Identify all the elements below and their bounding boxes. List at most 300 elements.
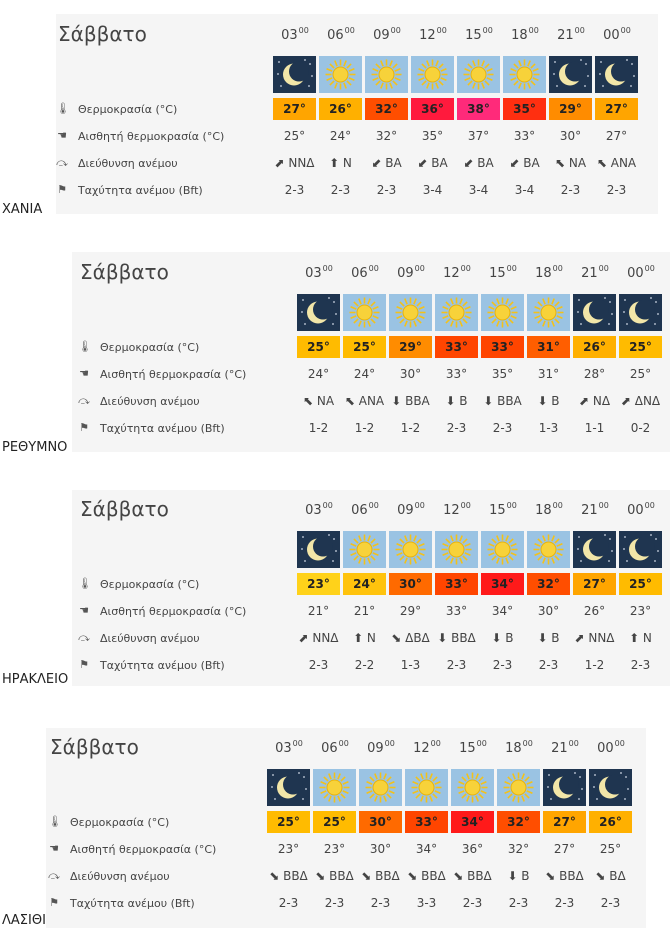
wind-direction-cell: ⬆ Ν (329, 156, 352, 170)
hour-label (450, 741, 496, 756)
hour-label (296, 266, 342, 281)
moon-icon (297, 294, 340, 331)
wind-speed-cell: 2-3 (492, 421, 513, 435)
wind-speed-cell: 2-3 (324, 896, 345, 910)
hour-label (548, 28, 594, 43)
hour-minutes: 00 (390, 26, 401, 35)
hour-value: 09 (397, 266, 414, 281)
hour-minutes: 00 (476, 739, 487, 748)
hour-label (480, 503, 526, 518)
feels-like-row (273, 125, 641, 147)
wind-direction-cell: ⬈ ΝΝΔ (298, 631, 339, 645)
hour-label (456, 28, 502, 43)
hour-minutes: 00 (338, 739, 349, 748)
temperature-cell: 34° (451, 811, 494, 833)
wind-speed-cell: 2-3 (462, 896, 483, 910)
hours-row (266, 741, 634, 756)
hour-value: 15 (489, 266, 506, 281)
wind-direction-cell: ⬇ Β (445, 394, 468, 408)
hand-icon: ☚ (79, 604, 89, 617)
temperature-row (297, 336, 665, 358)
temperature-row (267, 811, 635, 833)
hours-row (296, 266, 664, 281)
wind-direction-cell: ⬊ ΒΒΔ (315, 869, 354, 883)
temperature-cell: 27° (595, 98, 638, 120)
hour-value: 09 (397, 503, 414, 518)
feels-like-cell: 36° (461, 842, 484, 856)
hour-label (358, 741, 404, 756)
hour-minutes: 00 (436, 26, 447, 35)
region-label: ΛΑΣΙΘΙ (2, 913, 46, 928)
wind-speed-cell: 2-3 (630, 658, 651, 672)
flag-icon: ⚑ (79, 658, 89, 671)
hour-label (526, 503, 572, 518)
hour-minutes: 00 (614, 739, 625, 748)
temperature-cell: 29° (549, 98, 592, 120)
wind-speed-cell: 0-2 (630, 421, 651, 435)
feels-like-cell: 27° (553, 842, 576, 856)
temperature-cell: 24° (343, 573, 386, 595)
wind-speed-cell: 1-2 (584, 658, 605, 672)
temperature-cell: 25° (267, 811, 310, 833)
hour-minutes: 00 (552, 501, 563, 510)
wind-direction-cell: ⬇ ΒΒΔ (437, 631, 476, 645)
feels-like-cell: 23° (323, 842, 346, 856)
hour-value: 00 (627, 266, 644, 281)
wind-speed-cell: 1-2 (308, 421, 329, 435)
day-title: Σάββατο (80, 260, 169, 284)
hour-value: 18 (535, 503, 552, 518)
temperature-row (297, 573, 665, 595)
temperature-cell: 25° (619, 336, 662, 358)
temperature-cell: 26° (589, 811, 632, 833)
hour-value: 21 (557, 28, 574, 43)
wind-direction-cell: ⬇ Β (507, 869, 530, 883)
feels-like-row (297, 363, 665, 385)
sun-icon (527, 531, 570, 568)
wind-speed-cell: 1-3 (400, 658, 421, 672)
hour-minutes: 00 (298, 26, 309, 35)
feels-like-cell: 25° (599, 842, 622, 856)
temperature-row (273, 98, 641, 120)
wind-direction-row-label: Διεύθυνση ανέμου (100, 395, 200, 408)
moon-icon (273, 56, 316, 93)
feels-like-cell: 31° (537, 367, 560, 381)
feels-like-cell: 29° (399, 604, 422, 618)
temperature-row-label: Θερμοκρασία (°C) (100, 341, 200, 354)
sun-icon (389, 531, 432, 568)
sun-icon (343, 531, 386, 568)
wind-speed-cell: 2-3 (284, 183, 305, 197)
temperature-cell: 26° (573, 336, 616, 358)
hour-value: 03 (305, 266, 322, 281)
hour-minutes: 00 (322, 501, 333, 510)
temperature-cell: 25° (343, 336, 386, 358)
feels-like-cell: 35° (491, 367, 514, 381)
feels-like-cell: 33° (445, 604, 468, 618)
hour-value: 18 (511, 28, 528, 43)
moon-icon (543, 769, 586, 806)
feels-like-cell: 25° (283, 129, 306, 143)
wind-direction-cell: ⬋ ΒΑ (463, 156, 494, 170)
hour-label (342, 266, 388, 281)
hour-value: 15 (465, 28, 482, 43)
temperature-cell: 34° (481, 573, 524, 595)
hour-minutes: 00 (644, 264, 655, 273)
wind-speed-cell: 2-3 (606, 183, 627, 197)
hour-value: 21 (551, 741, 568, 756)
hour-label (588, 741, 634, 756)
hour-label (618, 503, 664, 518)
wind-direction-cell: ⬊ ΒΒΔ (545, 869, 584, 883)
wind-direction-icon: ⤼ (56, 156, 68, 169)
hour-label (410, 28, 456, 43)
hour-minutes: 00 (322, 264, 333, 273)
sun-icon (343, 294, 386, 331)
wind-speed-row-label: Ταχύτητα ανέμου (Bft) (100, 659, 225, 672)
wind-direction-cell: ⬋ ΒΑ (509, 156, 540, 170)
wind-speed-cell: 2-3 (330, 183, 351, 197)
feels-like-cell: 21° (307, 604, 330, 618)
hour-value: 00 (627, 503, 644, 518)
thermometer-icon: 🌡 (56, 102, 70, 115)
temperature-cell: 30° (389, 573, 432, 595)
hour-minutes: 00 (482, 26, 493, 35)
temperature-row-label: Θερμοκρασία (°C) (78, 103, 178, 116)
wind-direction-cell: ⬉ ΝΑ (554, 156, 587, 170)
hour-label (526, 266, 572, 281)
wind-speed-cell: 3-4 (422, 183, 443, 197)
hour-minutes: 00 (460, 501, 471, 510)
wind-direction-cell: ⬈ ΝΔ (578, 394, 611, 408)
wind-speed-cell: 2-3 (600, 896, 621, 910)
feels-like-row-label: Αισθητή θερμοκρασία (°C) (70, 843, 217, 856)
wind-direction-cell: ⬈ ΔΝΔ (620, 394, 661, 408)
feels-like-cell: 33° (513, 129, 536, 143)
hour-minutes: 00 (506, 501, 517, 510)
wind-speed-cell: 2-3 (308, 658, 329, 672)
hour-label (296, 503, 342, 518)
thermometer-icon: 🌡 (78, 577, 92, 590)
hour-minutes: 00 (506, 264, 517, 273)
temperature-cell: 32° (527, 573, 570, 595)
hour-value: 03 (275, 741, 292, 756)
wind-speed-cell: 3-4 (514, 183, 535, 197)
hour-minutes: 00 (292, 739, 303, 748)
feels-like-row-label: Αισθητή θερμοκρασία (°C) (100, 605, 247, 618)
moon-icon (619, 294, 662, 331)
hour-label (480, 266, 526, 281)
temperature-cell: 38° (457, 98, 500, 120)
feels-like-cell: 27° (605, 129, 628, 143)
wind-speed-cell: 2-2 (354, 658, 375, 672)
hour-label (594, 28, 640, 43)
wind-direction-row-label: Διεύθυνση ανέμου (100, 632, 200, 645)
feels-like-cell: 37° (467, 129, 490, 143)
temperature-cell: 30° (359, 811, 402, 833)
wind-direction-cell: ⬉ ΑΝΑ (344, 394, 385, 408)
hour-label (388, 503, 434, 518)
wind-direction-cell: ⬊ ΒΒΔ (453, 869, 492, 883)
wind-direction-cell: ⬉ ΝΑ (302, 394, 335, 408)
hour-value: 06 (351, 503, 368, 518)
wind-speed-cell: 2-3 (492, 658, 513, 672)
sky-icons-row (297, 531, 665, 568)
wind-speed-row (267, 892, 635, 914)
hour-label (388, 266, 434, 281)
temperature-cell: 25° (313, 811, 356, 833)
feels-like-cell: 24° (329, 129, 352, 143)
hour-value: 12 (413, 741, 430, 756)
hour-value: 00 (603, 28, 620, 43)
wind-direction-cell: ⬈ ΝΝΔ (274, 156, 315, 170)
feels-like-cell: 23° (277, 842, 300, 856)
feels-like-cell: 26° (583, 604, 606, 618)
wind-speed-cell: 2-3 (376, 183, 397, 197)
feels-like-cell: 28° (583, 367, 606, 381)
thermometer-icon: 🌡 (78, 340, 92, 353)
temperature-cell: 33° (435, 573, 478, 595)
hour-minutes: 00 (552, 264, 563, 273)
feels-like-cell: 24° (307, 367, 330, 381)
moon-icon (589, 769, 632, 806)
region-label: ΗΡΑΚΛΕΙΟ (2, 672, 69, 687)
wind-speed-row (273, 179, 641, 201)
hour-label (272, 28, 318, 43)
wind-direction-cell: ⬇ ΒΒΑ (391, 394, 430, 408)
sun-icon (313, 769, 356, 806)
hour-minutes: 00 (644, 501, 655, 510)
feels-like-cell: 34° (415, 842, 438, 856)
hour-minutes: 00 (574, 26, 585, 35)
sun-icon (365, 56, 408, 93)
hour-minutes: 00 (598, 501, 609, 510)
temperature-cell: 31° (527, 336, 570, 358)
hour-value: 21 (581, 266, 598, 281)
sun-icon (527, 294, 570, 331)
feels-like-cell: 35° (421, 129, 444, 143)
wind-direction-cell: ⬇ ΒΒΑ (483, 394, 522, 408)
hour-minutes: 00 (598, 264, 609, 273)
wind-speed-cell: 2-3 (278, 896, 299, 910)
moon-icon (297, 531, 340, 568)
sky-icons-row (273, 56, 641, 93)
feels-like-row-label: Αισθητή θερμοκρασία (°C) (100, 368, 247, 381)
flag-icon: ⚑ (79, 421, 89, 434)
wind-direction-row-label: Διεύθυνση ανέμου (70, 870, 170, 883)
feels-like-cell: 25° (629, 367, 652, 381)
wind-direction-row-label: Διεύθυνση ανέμου (78, 157, 178, 170)
hour-value: 18 (535, 266, 552, 281)
thermometer-icon: 🌡 (48, 815, 62, 828)
hour-value: 03 (305, 503, 322, 518)
feels-like-cell: 30° (399, 367, 422, 381)
sun-icon (451, 769, 494, 806)
sun-icon (497, 769, 540, 806)
moon-icon (549, 56, 592, 93)
wind-speed-row-label: Ταχύτητα ανέμου (Bft) (100, 422, 225, 435)
hour-label (404, 741, 450, 756)
wind-speed-cell: 2-3 (508, 896, 529, 910)
wind-direction-cell: ⬇ Β (537, 394, 560, 408)
hour-label (542, 741, 588, 756)
moon-icon (619, 531, 662, 568)
feels-like-cell: 30° (559, 129, 582, 143)
wind-speed-cell: 2-3 (370, 896, 391, 910)
sun-icon (481, 294, 524, 331)
hours-row (272, 28, 640, 43)
feels-like-cell: 21° (353, 604, 376, 618)
sun-icon (435, 294, 478, 331)
feels-like-cell: 30° (537, 604, 560, 618)
hours-row (296, 503, 664, 518)
wind-speed-row (297, 654, 665, 676)
wind-speed-row (297, 417, 665, 439)
moon-icon (595, 56, 638, 93)
sun-icon (435, 531, 478, 568)
wind-direction-row (297, 390, 665, 412)
temperature-cell: 33° (435, 336, 478, 358)
hour-minutes: 00 (414, 264, 425, 273)
hour-value: 09 (373, 28, 390, 43)
hour-minutes: 00 (528, 26, 539, 35)
hand-icon: ☚ (49, 842, 59, 855)
temperature-row-label: Θερμοκρασία (°C) (100, 578, 200, 591)
hour-minutes: 00 (384, 739, 395, 748)
wind-direction-cell: ⬊ ΒΒΔ (407, 869, 446, 883)
hour-value: 00 (597, 741, 614, 756)
hour-label (572, 266, 618, 281)
hour-minutes: 00 (368, 501, 379, 510)
hour-label (618, 266, 664, 281)
hour-value: 03 (281, 28, 298, 43)
wind-direction-cell: ⬊ ΒΒΔ (361, 869, 400, 883)
hour-label (364, 28, 410, 43)
temperature-cell: 33° (405, 811, 448, 833)
wind-speed-cell: 2-3 (554, 896, 575, 910)
wind-direction-icon: ⤼ (78, 631, 90, 644)
wind-speed-cell: 2-3 (538, 658, 559, 672)
hour-value: 06 (351, 266, 368, 281)
moon-icon (573, 294, 616, 331)
temperature-cell: 27° (273, 98, 316, 120)
hour-label (572, 503, 618, 518)
hand-icon: ☚ (57, 129, 67, 142)
temperature-cell: 35° (503, 98, 546, 120)
wind-direction-cell: ⬊ ΒΒΔ (269, 869, 308, 883)
sky-icons-row (267, 769, 635, 806)
hour-value: 06 (321, 741, 338, 756)
hour-label (434, 503, 480, 518)
hour-label (266, 741, 312, 756)
wind-direction-cell: ⬉ ΑΝΑ (596, 156, 637, 170)
sun-icon (503, 56, 546, 93)
wind-speed-row-label: Ταχύτητα ανέμου (Bft) (78, 184, 203, 197)
hour-value: 06 (327, 28, 344, 43)
wind-direction-cell: ⬋ ΒΑ (371, 156, 402, 170)
temperature-cell: 27° (573, 573, 616, 595)
sun-icon (405, 769, 448, 806)
temperature-cell: 36° (411, 98, 454, 120)
hour-value: 12 (443, 503, 460, 518)
moon-icon (267, 769, 310, 806)
flag-icon: ⚑ (49, 896, 59, 909)
hour-label (502, 28, 548, 43)
region-label: ΧΑΝΙΑ (2, 202, 43, 217)
hour-minutes: 00 (620, 26, 631, 35)
hour-label (312, 741, 358, 756)
hour-value: 21 (581, 503, 598, 518)
flag-icon: ⚑ (57, 183, 67, 196)
wind-direction-row (273, 152, 641, 174)
sun-icon (359, 769, 402, 806)
wind-direction-icon: ⤼ (48, 869, 60, 882)
temperature-cell: 32° (365, 98, 408, 120)
hour-label (342, 503, 388, 518)
hour-value: 15 (489, 503, 506, 518)
wind-direction-cell: ⬆ Ν (629, 631, 652, 645)
wind-speed-cell: 2-3 (446, 658, 467, 672)
feels-like-cell: 34° (491, 604, 514, 618)
wind-direction-cell: ⬈ ΝΝΔ (574, 631, 615, 645)
hour-label (496, 741, 542, 756)
sun-icon (457, 56, 500, 93)
moon-icon (573, 531, 616, 568)
hour-minutes: 00 (344, 26, 355, 35)
feels-like-cell: 32° (375, 129, 398, 143)
wind-speed-cell: 2-3 (446, 421, 467, 435)
sun-icon (389, 294, 432, 331)
temperature-cell: 32° (497, 811, 540, 833)
feels-like-cell: 30° (369, 842, 392, 856)
sky-icons-row (297, 294, 665, 331)
wind-direction-cell: ⬆ Ν (353, 631, 376, 645)
hour-value: 15 (459, 741, 476, 756)
temperature-cell: 26° (319, 98, 362, 120)
temperature-row-label: Θερμοκρασία (°C) (70, 816, 170, 829)
hand-icon: ☚ (79, 367, 89, 380)
sun-icon (319, 56, 362, 93)
feels-like-cell: 24° (353, 367, 376, 381)
wind-speed-cell: 1-3 (538, 421, 559, 435)
wind-direction-cell: ⬊ ΔΒΔ (391, 631, 430, 645)
feels-like-cell: 32° (507, 842, 530, 856)
day-title: Σάββατο (80, 497, 169, 521)
wind-speed-cell: 1-2 (354, 421, 375, 435)
wind-speed-cell: 1-2 (400, 421, 421, 435)
wind-speed-row-label: Ταχύτητα ανέμου (Bft) (70, 897, 195, 910)
temperature-cell: 27° (543, 811, 586, 833)
feels-like-cell: 33° (445, 367, 468, 381)
day-title: Σάββατο (58, 22, 147, 46)
hour-minutes: 00 (368, 264, 379, 273)
hour-minutes: 00 (430, 739, 441, 748)
temperature-cell: 23° (297, 573, 340, 595)
temperature-cell: 25° (297, 336, 340, 358)
wind-speed-cell: 2-3 (560, 183, 581, 197)
wind-direction-row (297, 627, 665, 649)
wind-direction-cell: ⬋ ΒΑ (417, 156, 448, 170)
wind-speed-cell: 3-3 (416, 896, 437, 910)
wind-direction-row (267, 865, 635, 887)
sun-icon (411, 56, 454, 93)
hour-value: 18 (505, 741, 522, 756)
sun-icon (481, 531, 524, 568)
wind-direction-cell: ⬇ Β (491, 631, 514, 645)
temperature-cell: 29° (389, 336, 432, 358)
hour-minutes: 00 (522, 739, 533, 748)
hour-minutes: 00 (568, 739, 579, 748)
